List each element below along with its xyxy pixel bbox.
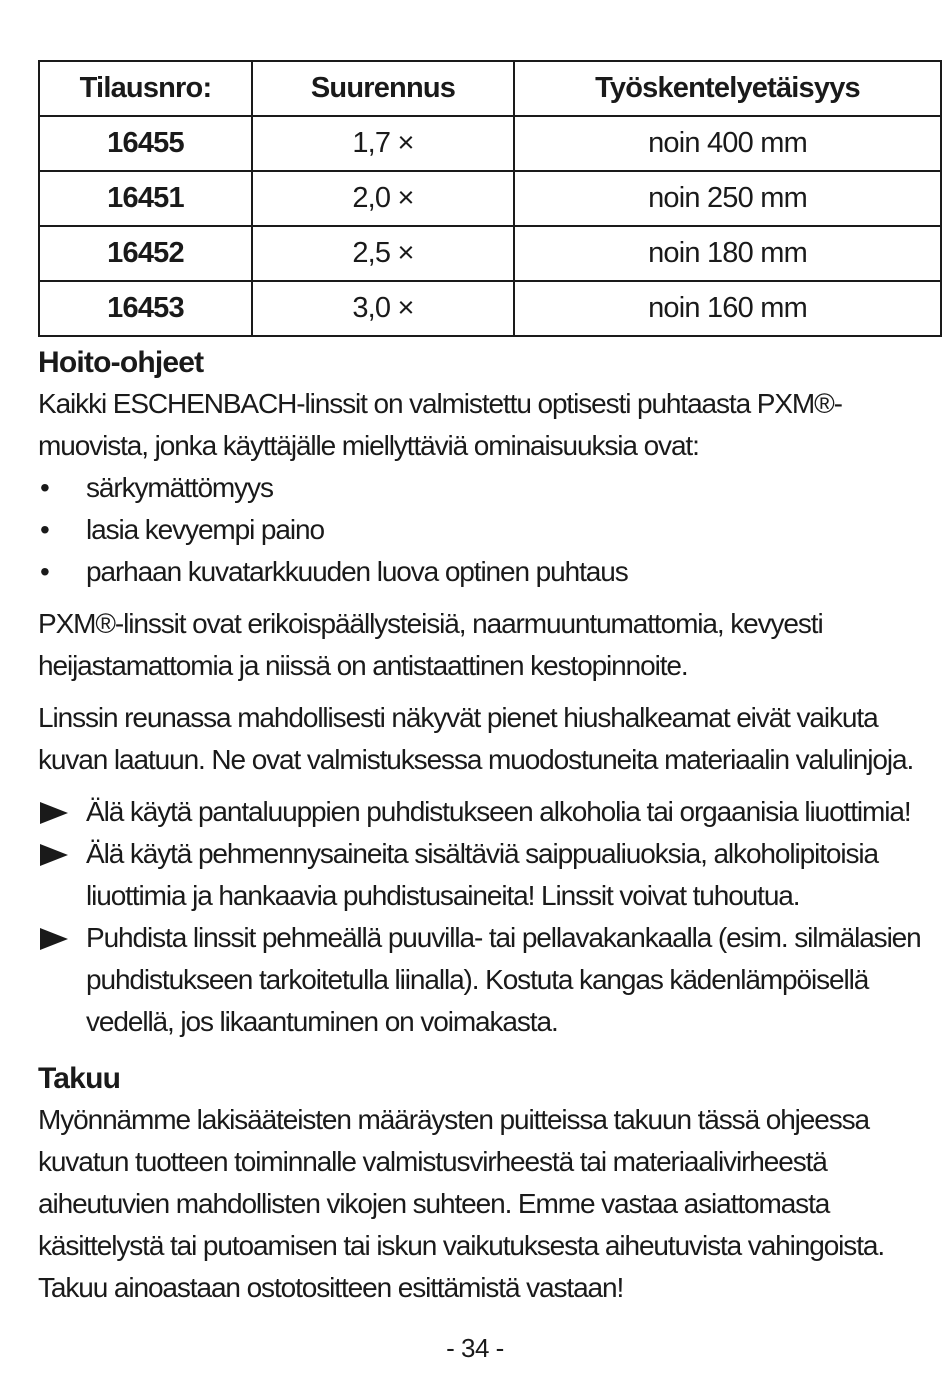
working-distance-cell: noin 160 mm — [514, 281, 941, 336]
care-intro-paragraph: Kaikki ESCHENBACH-linssit on valmistettu optisesti puhtaasta PXM®-muovista, jonka käyttäjälle miellyttäviä ominaisuuksia ovat: — [38, 388, 842, 461]
order-number-cell: 16455 — [39, 116, 252, 171]
column-header-order-number: Tilausnro: — [39, 61, 252, 116]
arrow-right-icon — [40, 802, 68, 824]
coating-paragraph: PXM®-linssit ovat erikoispäällysteisiä, naarmuuntumattomia, kevyesti heijastamattomia ja niissä on antistaattinen kestopinnoite. — [38, 608, 823, 681]
list-item: • särkymättömyys — [38, 467, 940, 509]
working-distance-cell: noin 250 mm — [514, 171, 941, 226]
order-number-cell: 16451 — [39, 171, 252, 226]
table-row — [39, 171, 941, 226]
magnification-cell: 2,0 × — [252, 171, 514, 226]
magnification-cell: 3,0 × — [252, 281, 514, 336]
magnification-cell: 2,5 × — [252, 226, 514, 281]
manual-page — [38, 60, 940, 1309]
lens-properties-list — [38, 467, 940, 593]
column-header-working-distance: Työskentelyetäisyys — [514, 61, 941, 116]
bullet-icon: • — [40, 472, 49, 503]
column-header-magnification: Suurennus — [252, 61, 514, 116]
order-number-cell: 16453 — [39, 281, 252, 336]
warranty-heading: Takuu — [38, 1062, 121, 1095]
list-item: • parhaan kuvatarkkuuden luova optinen puhtaus — [38, 551, 940, 593]
list-item: Puhdista linssit pehmeällä puuvilla- tai pellavakankaalla (esim. silmälasien puhdistukseen tarkoitetulla liinalla). Kostuta kangas kädenlämpöisellä vedellä, jos likaantuminen on voimakasta. — [38, 917, 940, 1043]
specifications-table — [38, 60, 942, 337]
magnification-cell: 1,7 × — [252, 116, 514, 171]
bullet-icon: • — [40, 514, 49, 545]
table-row — [39, 226, 941, 281]
warranty-paragraph: Myönnämme lakisääteisten määräysten puitteissa takuun tässä ohjeessa kuvatun tuotteen toiminnalle valmistusvirheestä tai materiaalivirheestä aiheutuvien mahdollisten vikojen suhteen. Emme vastaa asiattomasta käsittelystä tai putoamisen tai iskun vaikutuksesta aiheutuvista vahingoista. Takuu ainoastaan ostotositteen esittämistä vastaan! — [38, 1104, 885, 1303]
edges-paragraph: Linssin reunassa mahdollisesti näkyvät pienet hiushalkeamat eivät vaikuta kuvan laatuun. Ne ovat valmistuksessa muodostuneita materiaalin valulinjoja. — [38, 702, 914, 775]
list-item: • lasia kevyempi paino — [38, 509, 940, 551]
working-distance-cell: noin 400 mm — [514, 116, 941, 171]
working-distance-cell: noin 180 mm — [514, 226, 941, 281]
list-item: Älä käytä pantaluuppien puhdistukseen alkoholia tai orgaanisia liuottimia! — [38, 791, 940, 833]
arrow-right-icon — [40, 844, 68, 866]
page-number: - 34 - — [446, 1333, 504, 1363]
cleaning-warnings-list — [38, 791, 940, 1043]
care-instructions-heading: Hoito-ohjeet — [38, 346, 204, 379]
list-item: Älä käytä pehmennysaineita sisältäviä saippualiuoksia, alkoholipitoisia liuottimia ja hankaavia puhdistusaineita! Linssit voivat tuhoutua. — [38, 833, 940, 917]
table-row — [39, 116, 941, 171]
bullet-icon: • — [40, 556, 49, 587]
arrow-right-icon — [40, 928, 68, 950]
order-number-cell: 16452 — [39, 226, 252, 281]
table-header-row — [39, 61, 941, 116]
table-row — [39, 281, 941, 336]
